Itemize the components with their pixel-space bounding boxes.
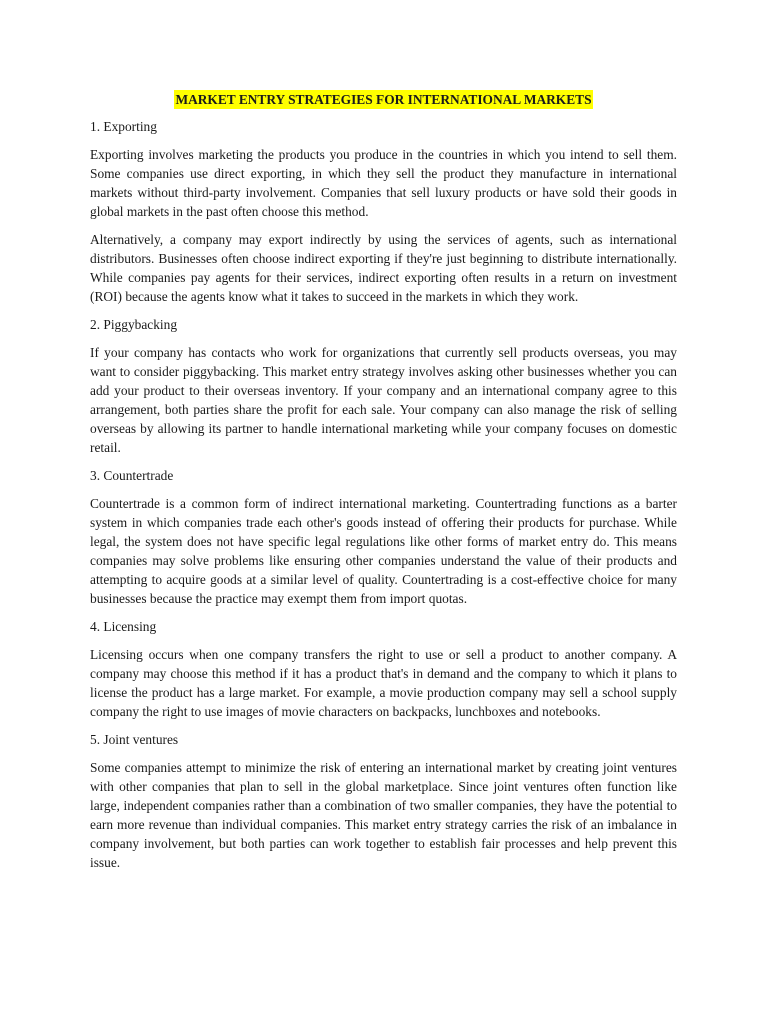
title-container bbox=[90, 90, 677, 109]
section-heading: 5. Joint ventures bbox=[90, 732, 179, 747]
section-countertrade bbox=[90, 466, 677, 608]
section-joint-ventures bbox=[90, 730, 677, 872]
section-paragraph: Countertrade is a common form of indirect international marketing. Countertrading functions as a barter system in which companies trade each other's goods instead of offering their products for purchase. While legal, the system does not have specific legal regulations like other forms of market entry do. This means companies may solve problems like ensuring other companies understand the value of their products and attempting to acquire goods at a similar level of quality. Countertrading is a cost-effective choice for many businesses because the practice may exempt them from import quotas. bbox=[90, 496, 677, 606]
section-paragraph: Licensing occurs when one company transfers the right to use or sell a product to another company. A company may choose this method if it has a product that's in demand and the company to which it plans to license the product has a large market. For example, a movie production company may sell a school supply company the right to use images of movie characters on backpacks, lunchboxes and notebooks. bbox=[90, 647, 677, 719]
section-paragraph: If your company has contacts who work for organizations that currently sell products overseas, you may want to consider piggybacking. This market entry strategy involves asking other businesses whether you can add your product to their overseas inventory. If your company and an international company agree to this arrangement, both parties share the profit for each sale. Your company can also manage the risk of selling overseas by allowing its partner to handle international marketing while your company focuses on domestic retail. bbox=[90, 345, 677, 455]
section-paragraph: Alternatively, a company may export indirectly by using the services of agents, such as international distributors. Businesses often choose indirect exporting if they're just beginning to distribute internationally. While companies pay agents for their services, indirect exporting often results in a return on investment (ROI) because the agents know what it takes to succeed in the markets in which they work. bbox=[90, 232, 677, 304]
section-licensing bbox=[90, 617, 677, 721]
document-page bbox=[90, 90, 677, 881]
section-heading: 3. Countertrade bbox=[90, 468, 174, 483]
section-paragraph: Exporting involves marketing the products you produce in the countries in which you intend to sell them. Some companies use direct exporting, in which they sell the product they manufacture in international markets without third-party involvement. Companies that sell luxury products or have sold their goods in global markets in the past often choose this method. bbox=[90, 147, 677, 219]
section-piggybacking bbox=[90, 315, 677, 457]
section-heading: 1. Exporting bbox=[90, 119, 157, 134]
section-exporting bbox=[90, 117, 677, 306]
document-title: MARKET ENTRY STRATEGIES FOR INTERNATIONAL MARKETS bbox=[175, 92, 592, 107]
section-paragraph: Some companies attempt to minimize the risk of entering an international market by creating joint ventures with other companies that plan to sell in the global marketplace. Since joint ventures often function like large, independent companies rather than a combination of two smaller companies, they have the potential to earn more revenue than individual companies. This market entry strategy carries the risk of an imbalance in company involvement, but both parties can work together to establish fair processes and help prevent this issue. bbox=[90, 760, 677, 870]
section-heading: 2. Piggybacking bbox=[90, 317, 178, 332]
section-heading: 4. Licensing bbox=[90, 619, 157, 634]
